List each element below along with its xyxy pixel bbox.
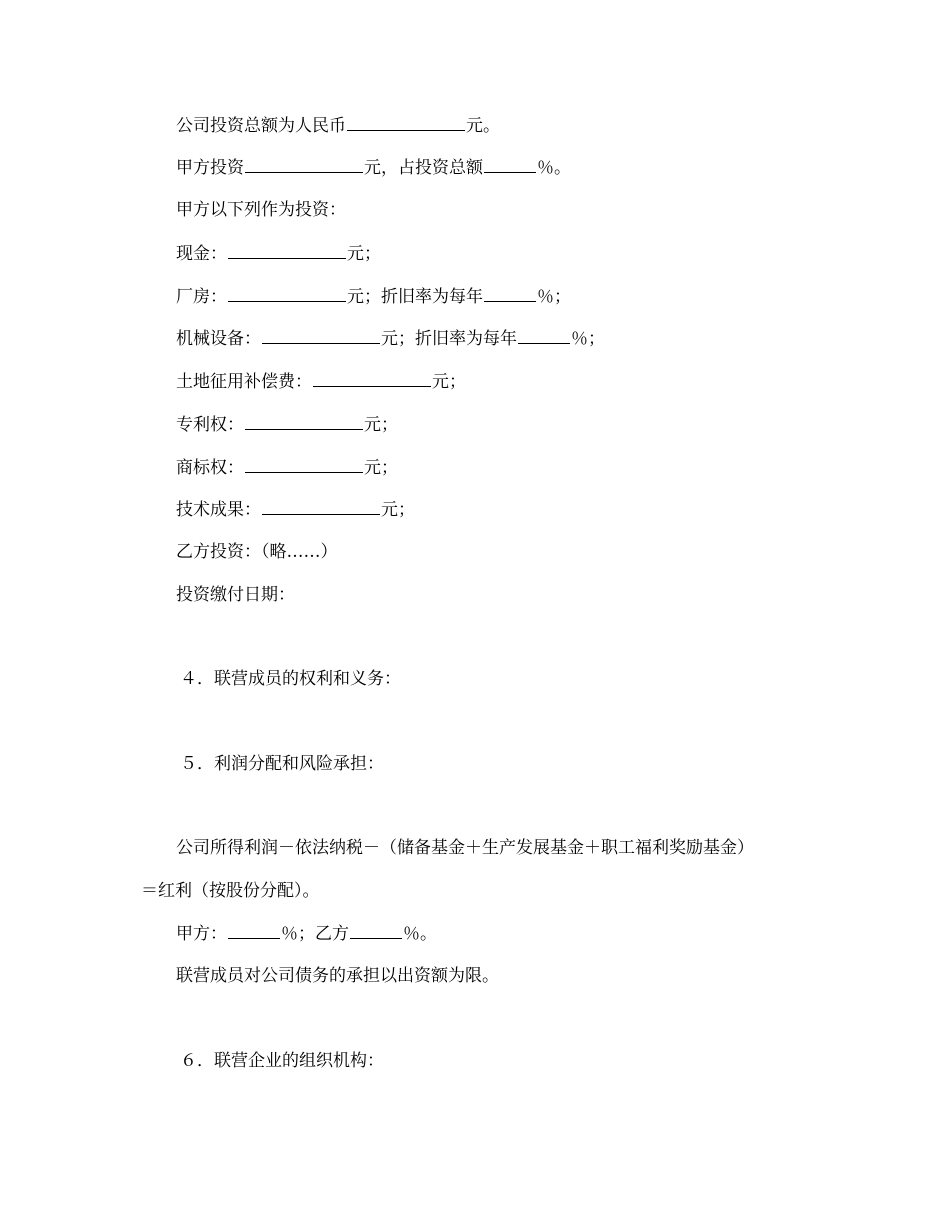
machinery-line [176, 327, 605, 350]
text: ４．联营成员的权利和义务： [180, 669, 401, 689]
text: ６．联营企业的组织机构： [180, 1051, 384, 1071]
text: 公司所得利润－依法纳税－（储备基金＋生产发展基金＋职工福利奖励基金） [176, 838, 754, 858]
profit-ratio-line [176, 922, 437, 945]
section-4-heading [180, 668, 401, 690]
blank-field [245, 156, 363, 173]
blank-field [245, 456, 363, 473]
blank-field [484, 156, 536, 173]
tech-results-line [176, 498, 415, 521]
profit-formula-line-2 [141, 880, 320, 902]
text: 元，占投资总额 [364, 158, 483, 178]
text: 土地征用补偿费： [176, 372, 312, 392]
blank-field [228, 922, 280, 939]
party-a-items-intro [176, 199, 346, 221]
liability-line [176, 965, 499, 987]
text: 元；折旧率为每年 [381, 329, 517, 349]
text: 元； [432, 372, 466, 392]
text: 专利权： [176, 415, 244, 435]
blank-field [228, 285, 346, 302]
text: 甲方： [176, 924, 227, 944]
blank-field [262, 327, 380, 344]
blank-field [518, 327, 570, 344]
text: 甲方以下列作为投资： [176, 200, 346, 220]
text: ％； [571, 329, 605, 349]
blank-field [313, 370, 431, 387]
text: 机械设备： [176, 329, 261, 349]
text: 投资缴付日期： [176, 585, 295, 605]
text: ％；乙方 [281, 924, 349, 944]
blank-field [350, 922, 402, 939]
text: 现金： [176, 244, 227, 264]
blank-field [262, 498, 380, 515]
total-investment-line [176, 114, 500, 137]
text: 元。 [466, 116, 500, 136]
trademark-line [176, 456, 398, 479]
text: 甲方投资 [176, 158, 244, 178]
text: 商标权： [176, 458, 244, 478]
blank-field [228, 242, 346, 259]
party-a-investment-line [176, 156, 571, 179]
section-5-heading [180, 753, 384, 775]
text: 元；折旧率为每年 [347, 287, 483, 307]
text: 元； [381, 500, 415, 520]
text: 公司投资总额为人民币 [176, 116, 346, 136]
text: ％。 [537, 158, 571, 178]
text: 联营成员对公司债务的承担以出资额为限。 [176, 966, 499, 986]
payment-date-line [176, 584, 295, 606]
text: ＝红利（按股份分配）。 [141, 881, 320, 901]
blank-field [484, 285, 536, 302]
text: 厂房： [176, 287, 227, 307]
text: 元； [364, 415, 398, 435]
text: ５．利润分配和风险承担： [180, 754, 384, 774]
text: 乙方投资：（略……） [176, 542, 338, 562]
blank-field [245, 413, 363, 430]
patent-line [176, 413, 398, 436]
section-6-heading [180, 1050, 384, 1072]
blank-field [347, 114, 465, 131]
text: 技术成果： [176, 500, 261, 520]
text: 元； [364, 458, 398, 478]
text: ％； [537, 287, 571, 307]
land-compensation-line [176, 370, 466, 393]
cash-line [176, 242, 381, 265]
profit-formula-line-1 [176, 837, 754, 859]
party-b-investment-line [176, 541, 338, 563]
text: 元； [347, 244, 381, 264]
factory-line [176, 285, 571, 308]
text: ％。 [403, 924, 437, 944]
